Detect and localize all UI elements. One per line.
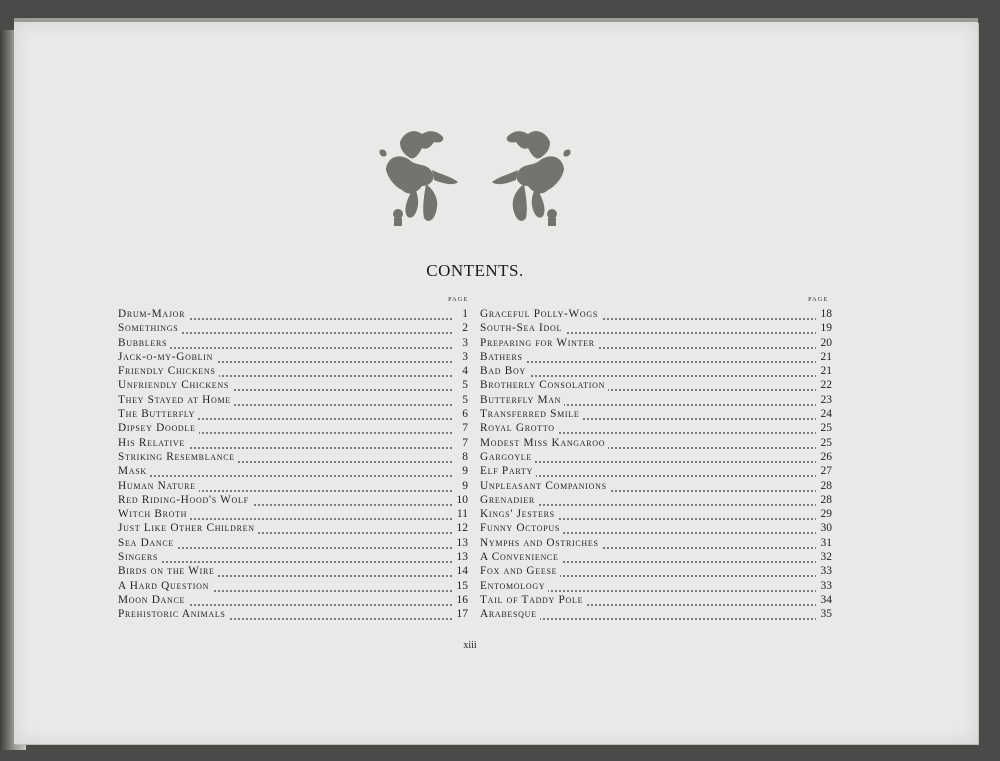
toc-entry [480, 594, 832, 608]
toc-entry-page-number: 32 [816, 551, 832, 563]
toc-entry [480, 522, 832, 536]
toc-entry-title: His Relative [118, 437, 188, 449]
toc-entry-title: Unfriendly Chickens [118, 379, 232, 391]
toc-entry [480, 480, 832, 494]
toc-entry-page-number: 13 [452, 551, 468, 563]
toc-entry-page-number: 9 [452, 465, 468, 477]
inkblot-decoration [370, 120, 580, 232]
page-column-label-right: PAGE [808, 296, 829, 303]
toc-entry [480, 408, 832, 422]
toc-entry-title: Friendly Chickens [118, 365, 219, 377]
toc-entry-page-number: 28 [816, 494, 832, 506]
toc-entry-title: A Hard Question [118, 580, 212, 592]
toc-left-column [118, 308, 468, 623]
toc-entry-title: Royal Grotto [480, 422, 558, 434]
toc-entry-title: Striking Resemblance [118, 451, 238, 463]
toc-entry [118, 422, 468, 436]
toc-entry-title: Arabesque [480, 608, 540, 620]
toc-entry-title: Unpleasant Companions [480, 480, 610, 492]
toc-entry-title: Somethings [118, 322, 181, 334]
dot-leader [118, 556, 456, 563]
page-folio: xiii [463, 640, 477, 651]
toc-entry-page-number: 5 [452, 394, 468, 406]
toc-entry [118, 522, 468, 536]
toc-entry [480, 465, 832, 479]
toc-entry-title: Moon Dance [118, 594, 188, 606]
toc-entry-title: Mask [118, 465, 150, 477]
toc-entry [480, 451, 832, 465]
toc-entry [480, 565, 832, 579]
toc-entry-page-number: 17 [452, 608, 468, 620]
toc-entry-title: Elf Party [480, 465, 536, 477]
toc-entry-title: Kings' Jesters [480, 508, 558, 520]
toc-entry [118, 337, 468, 351]
dot-leader [480, 370, 820, 377]
toc-entry-page-number: 18 [816, 308, 832, 320]
toc-entry-title: Dipsey Doodle [118, 422, 199, 434]
toc-entry-title: Brotherly Consolation [480, 379, 608, 391]
toc-entry-page-number: 6 [452, 408, 468, 420]
inkblot-left [379, 131, 458, 226]
toc-entry-page-number: 8 [452, 451, 468, 463]
toc-entry-title: Human Nature [118, 480, 199, 492]
toc-entry-title: Jack-o-my-Goblin [118, 351, 216, 363]
toc-entry-page-number: 22 [816, 379, 832, 391]
toc-entry [118, 480, 468, 494]
toc-entry [118, 551, 468, 565]
toc-entry-title: Fox and Geese [480, 565, 560, 577]
toc-entry [480, 494, 832, 508]
toc-entry [480, 437, 832, 451]
toc-entry-page-number: 2 [452, 322, 468, 334]
toc-entry-title: Gargoyle [480, 451, 535, 463]
toc-entry-page-number: 31 [816, 537, 832, 549]
toc-entry [118, 465, 468, 479]
toc-entry-page-number: 25 [816, 437, 832, 449]
toc-entry [118, 451, 468, 465]
toc-entry [480, 379, 832, 393]
toc-entry-page-number: 29 [816, 508, 832, 520]
toc-entry [118, 565, 468, 579]
toc-entry-title: Entomology [480, 580, 548, 592]
toc-entry [480, 422, 832, 436]
toc-entry-title: Singers [118, 551, 161, 563]
page-column-label-left: PAGE [448, 296, 469, 303]
toc-entry-page-number: 11 [452, 508, 468, 520]
toc-entry [118, 365, 468, 379]
toc-entry-page-number: 34 [816, 594, 832, 606]
toc-entry-title: South-Sea Idol [480, 322, 565, 334]
toc-entry [118, 594, 468, 608]
toc-entry [118, 608, 468, 622]
toc-entry-page-number: 26 [816, 451, 832, 463]
toc-entry-title: Funny Octopus [480, 522, 563, 534]
toc-entry-page-number: 30 [816, 522, 832, 534]
toc-entry-title: Bad Boy [480, 365, 529, 377]
toc-entry-title: A Convenience [480, 551, 562, 563]
toc-entry [118, 494, 468, 508]
toc-entry-page-number: 9 [452, 480, 468, 492]
toc-entry [480, 580, 832, 594]
toc-entry-page-number: 33 [816, 565, 832, 577]
toc-entry [480, 394, 832, 408]
toc-entry-title: Witch Broth [118, 508, 190, 520]
toc-entry-page-number: 12 [452, 522, 468, 534]
toc-entry-title: Nymphs and Ostriches [480, 537, 602, 549]
toc-entry [480, 322, 832, 336]
toc-entry-page-number: 7 [452, 422, 468, 434]
toc-entry-page-number: 3 [452, 351, 468, 363]
toc-entry-page-number: 3 [452, 337, 468, 349]
toc-entry [118, 351, 468, 365]
toc-entry [480, 337, 832, 351]
toc-entry-page-number: 28 [816, 480, 832, 492]
toc-entry [480, 308, 832, 322]
toc-entry [118, 408, 468, 422]
toc-entry-title: Bubblers [118, 337, 170, 349]
toc-entry-title: Just Like Other Children [118, 522, 258, 534]
toc-entry-page-number: 14 [452, 565, 468, 577]
toc-entry-title: Drum-Major [118, 308, 188, 320]
toc-entry [480, 508, 832, 522]
toc-entry [118, 322, 468, 336]
toc-entry-title: Grenadier [480, 494, 538, 506]
dot-leader [118, 470, 456, 477]
dot-leader [480, 356, 820, 363]
toc-entry-page-number: 19 [816, 322, 832, 334]
inkblot-right [492, 131, 571, 226]
toc-entry-page-number: 7 [452, 437, 468, 449]
toc-entry-page-number: 13 [452, 537, 468, 549]
toc-entry-page-number: 24 [816, 408, 832, 420]
toc-entry-title: Butterfly Man [480, 394, 564, 406]
toc-entry [118, 394, 468, 408]
toc-entry [118, 508, 468, 522]
toc-entry [118, 379, 468, 393]
toc-entry-title: Bathers [480, 351, 526, 363]
toc-entry-page-number: 5 [452, 379, 468, 391]
toc-entry [118, 537, 468, 551]
toc-entry-page-number: 4 [452, 365, 468, 377]
toc-entry-title: Sea Dance [118, 537, 177, 549]
toc-entry [480, 537, 832, 551]
toc-entry-title: The Butterfly [118, 408, 198, 420]
contents-heading: CONTENTS. [426, 261, 524, 280]
toc-entry [118, 308, 468, 322]
toc-entry-page-number: 21 [816, 365, 832, 377]
toc-entry-title: Transferred Smile [480, 408, 582, 420]
toc-entry-title: They Stayed at Home [118, 394, 234, 406]
toc-entry-page-number: 21 [816, 351, 832, 363]
toc-entry-page-number: 20 [816, 337, 832, 349]
toc-entry [480, 551, 832, 565]
toc-entry [480, 608, 832, 622]
toc-entry-page-number: 1 [452, 308, 468, 320]
toc-entry-title: Tail of Taddy Pole [480, 594, 586, 606]
toc-entry-title: Modest Miss Kangaroo [480, 437, 608, 449]
toc-right-column [480, 308, 832, 623]
toc-entry-page-number: 25 [816, 422, 832, 434]
toc-entry [480, 365, 832, 379]
toc-entry [118, 437, 468, 451]
toc-entry-title: Red Riding-Hood's Wolf [118, 494, 252, 506]
toc-entry [118, 580, 468, 594]
toc-entry-page-number: 33 [816, 580, 832, 592]
toc-entry-page-number: 35 [816, 608, 832, 620]
toc-entry [480, 351, 832, 365]
toc-entry-page-number: 15 [452, 580, 468, 592]
toc-entry-page-number: 27 [816, 465, 832, 477]
toc-entry-page-number: 16 [452, 594, 468, 606]
toc-entry-title: Preparing for Winter [480, 337, 598, 349]
toc-entry-title: Prehistoric Animals [118, 608, 229, 620]
toc-entry-page-number: 23 [816, 394, 832, 406]
toc-entry-title: Birds on the Wire [118, 565, 218, 577]
toc-entry-title: Graceful Polly-Wogs [480, 308, 601, 320]
toc-entry-page-number: 10 [452, 494, 468, 506]
